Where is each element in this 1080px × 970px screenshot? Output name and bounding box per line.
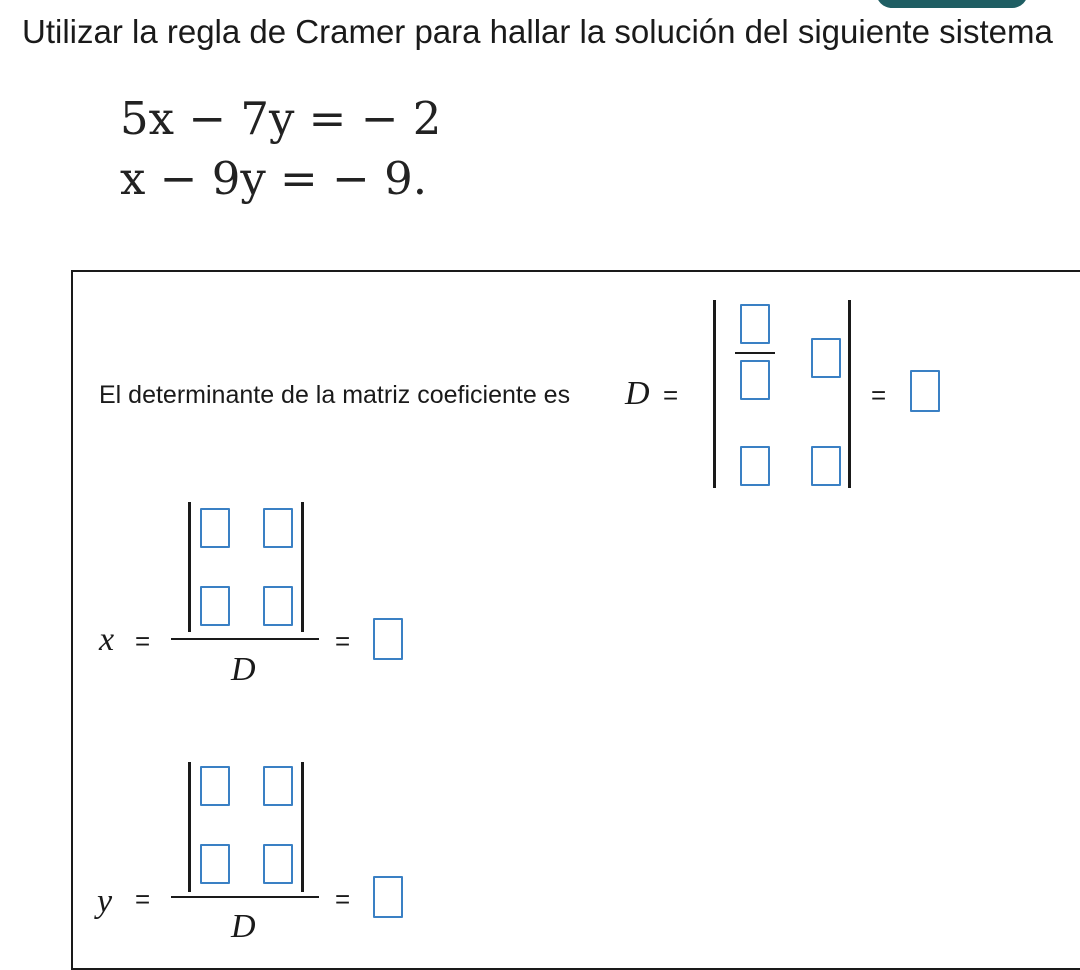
problem-prompt: Utilizar la regla de Cramer para hallar la solución del siguiente sistema xyxy=(22,13,1053,50)
determinant-equals: = xyxy=(663,380,679,410)
x-variable: x xyxy=(99,621,115,658)
x-det-a22-input[interactable] xyxy=(263,586,293,626)
det-a21-input[interactable] xyxy=(740,446,770,486)
x-det-a21-input[interactable] xyxy=(200,586,230,626)
determinant-right-bar xyxy=(848,300,851,488)
determinant-result-input[interactable] xyxy=(910,370,940,412)
x-result-equals: = xyxy=(335,626,351,656)
y-denominator: D xyxy=(231,908,256,945)
x-result-input[interactable] xyxy=(373,618,403,660)
x-fraction-line xyxy=(171,638,319,640)
system-equation-1: 5x − 7y = − 2 xyxy=(120,92,442,145)
y-determinant-left-bar xyxy=(188,762,191,892)
answer-panel xyxy=(71,270,1080,970)
x-equals: = xyxy=(135,626,151,656)
det-a11-denominator-input[interactable] xyxy=(740,360,770,400)
x-determinant-left-bar xyxy=(188,502,191,632)
y-result-input[interactable] xyxy=(373,876,403,918)
y-fraction-line xyxy=(171,896,319,898)
y-det-a11-input[interactable] xyxy=(200,766,230,806)
system-equation-2: x − 9y = − 9. xyxy=(120,152,428,205)
y-det-a21-input[interactable] xyxy=(200,844,230,884)
top-nav-tab[interactable] xyxy=(876,0,1028,8)
det-a11-numerator-input[interactable] xyxy=(740,304,770,344)
det-a11-fraction-line xyxy=(735,352,775,354)
y-determinant-right-bar xyxy=(301,762,304,892)
x-det-a12-input[interactable] xyxy=(263,508,293,548)
y-result-equals: = xyxy=(335,884,351,914)
y-variable: y xyxy=(97,883,113,920)
y-equals: = xyxy=(135,884,151,914)
y-det-a22-input[interactable] xyxy=(263,844,293,884)
determinant-result-equals: = xyxy=(871,380,887,410)
y-det-a12-input[interactable] xyxy=(263,766,293,806)
determinant-left-bar xyxy=(713,300,716,488)
determinant-symbol: D xyxy=(625,375,650,412)
determinant-label: El determinante de la matriz coeficiente es xyxy=(99,381,571,409)
x-det-a11-input[interactable] xyxy=(200,508,230,548)
det-a22-input[interactable] xyxy=(811,446,841,486)
det-a12-input[interactable] xyxy=(811,338,841,378)
x-determinant-right-bar xyxy=(301,502,304,632)
x-denominator: D xyxy=(231,651,256,688)
